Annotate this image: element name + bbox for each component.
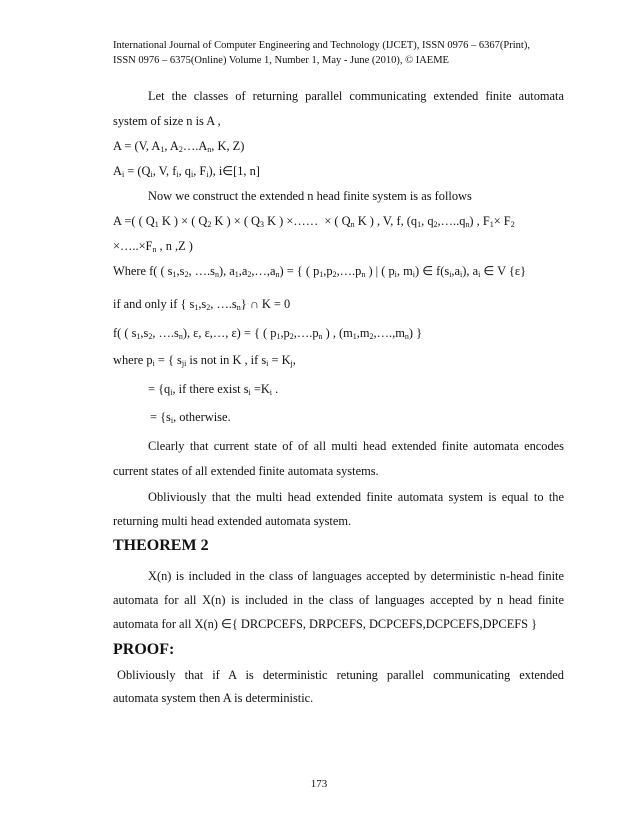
theorem-line-2: automata for all X(n) is included in the class of languages accepted by n head finite [113,593,564,607]
paragraph-3-line-1: Obliviously that the multi head extended finite automata system is equal to the [148,490,564,504]
header-line-1: International Journal of Computer Engineering and Technology (IJCET), ISSN 0976 – 6367(Print), [113,40,530,51]
product-definition-line-2: $\times\dots..\times F_n$ , n ,Z ) [113,239,193,254]
header-line-2: ISSN 0976 – 6375(Online) Volume 1, Number 1, May - June (2010), © IAEME [113,55,449,66]
theorem-line-1: X(n) is included in the class of languages accepted by deterministic n-head finite [148,569,564,583]
paragraph-1-line-1: Let the classes of returning parallel communicating extended finite automata [148,89,564,103]
case-qi-line: = {$q_i$, if there exist $s_i =K_i$ . [148,382,279,397]
journal-header [113,38,530,68]
definition-a: A = (V, $A_1$, $A_2\dots.A_n$, K, Z) [113,139,245,154]
product-definition-line-1: A =( ( $Q_1$ K ) × ( $Q_2$ K ) × ( $Q_3$ K ) ×…… × ( $Q_n$ K ) , V, f, ($q_1$, $q_2,\dots..q_n$) , $F_1\times F_2$ [113,214,515,229]
definition-ai: $A_i = (Q_i$, V, $f_i$, $q_i$, $F_i$), i∈[1, n] [113,164,260,179]
proof-heading: PROOF: [113,641,175,658]
paragraph-2-line-2: current states of all extended finite automata systems. [113,464,379,478]
proof-line-1: Obliviously that if A is deterministic retuning parallel communicating extended [117,668,564,682]
epsilon-transition: f( ( $s_1,s_2$, $\dots.s_n$), ε, ε,…, ε) = { ( $p_1,p_2,\dots.p_n$ ) , $(m_1,m_2,\dots.,m_n)$ } [113,326,423,341]
case-si-line: = {$s_i$, otherwise. [150,410,231,425]
proof-line-2: automata system then A is deterministic. [113,691,314,705]
condition-line: if and only if { $s_1,s_2$, $\dots.s_n$} ∩ K = 0 [113,297,291,312]
construction-sentence: Now we construct the extended n head finite system is as follows [148,189,472,203]
theorem-line-3: automata for all X(n) ∈{ DRCPCEFS, DRPCEFS, DCPCEFS,DCPCEFS,DPCEFS } [113,617,538,631]
paragraph-3-line-2: returning multi head extended automata system. [113,514,352,528]
paragraph-1-line-2: system of size n is A , [113,114,221,128]
paragraph-2-line-1: Clearly that current state of of all multi head extended finite automata encodes [148,439,564,453]
transition-function: Where f( ( $s_1,s_2$, $\dots.s_n$), $a_1,a_2,\dots,a_n$) = { ( $p_1,p_2,\dots.p_n$ ) | ( $p_i$, $m_i$) ∈ $f(s_i,a_i)$, $a_i$ ∈ V {ε} [113,264,527,279]
page-number: 173 [310,778,328,790]
where-pi-line: where $p_i$ = { $s_{ji}$ is not in K , if $s_i = K_j$, [113,353,296,368]
theorem-heading: THEOREM 2 [113,537,209,554]
